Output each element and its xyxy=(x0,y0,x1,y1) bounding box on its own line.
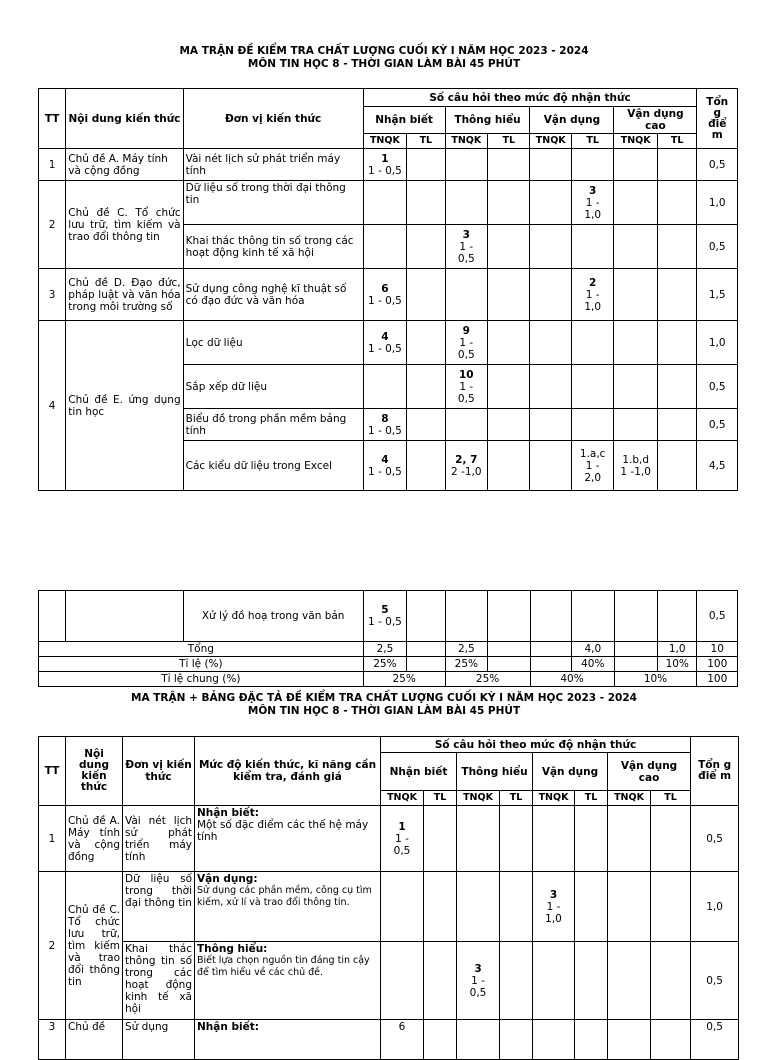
row-score: 1,0 xyxy=(697,321,738,365)
row-level-desc: Vận dụng: Sử dụng các phần mềm, công cụ tìm kiếm, xử lí và trao đổi thông tin. xyxy=(195,872,381,942)
row-score: 0,5 xyxy=(697,409,738,441)
ratio-value: 100 xyxy=(697,657,738,672)
general-ratio-value: 10% xyxy=(614,672,697,687)
row-tt: 2 xyxy=(39,181,66,269)
row-tt: 4 xyxy=(39,321,66,491)
ratio-value: 40% xyxy=(572,657,614,672)
sub-header: TL xyxy=(407,134,445,149)
row-tt: 2 xyxy=(39,872,66,1020)
sub-header: TNQK xyxy=(533,791,575,806)
table-row xyxy=(39,942,739,1020)
table-row xyxy=(39,1020,739,1060)
row-score: 0,5 xyxy=(697,149,738,181)
cell-value: 10 1 - 0,5 xyxy=(445,365,487,409)
cell-value: 1.b,d 1 -1,0 xyxy=(614,441,657,491)
row-score: 4,5 xyxy=(697,441,738,491)
table-row xyxy=(39,806,739,872)
row-unit: Khai thác thông tin số trong các hoạt động kinh tế xã hội xyxy=(123,942,195,1020)
row-unit: Vài nét lịch sử phát triển máy tính xyxy=(123,806,195,872)
general-ratio-label: Tỉ lệ chung (%) xyxy=(39,672,364,687)
row-unit: Sử dụng xyxy=(123,1020,195,1060)
sub-header: TNQK xyxy=(608,791,651,806)
row-content: Chủ đề C. Tổ chức lưu trữ, tìm kiếm và trao đổi thông tin xyxy=(66,872,123,1020)
ratio-value: 25% xyxy=(445,657,487,672)
cell-value: 6 xyxy=(381,1020,424,1060)
table-row xyxy=(39,321,738,365)
row-content: Chủ đề D. Đạo đức, pháp luật và văn hóa trong môi trường số xyxy=(66,269,183,321)
level-thong-hieu: Thông hiểu xyxy=(445,107,530,134)
matrix-table-continued xyxy=(38,590,738,687)
level-van-dung: Vận dụng xyxy=(530,107,614,134)
general-ratio-value: 100 xyxy=(697,672,738,687)
cell-value: 9 1 - 0,5 xyxy=(445,321,487,365)
cell-value: 2 1 - 1,0 xyxy=(571,269,613,321)
table-row xyxy=(39,269,738,321)
general-ratio-row xyxy=(39,672,738,687)
row-unit: Sử dụng công nghệ kĩ thuật số có đạo đức và văn hóa xyxy=(183,269,363,321)
row-score: 0,5 xyxy=(697,365,738,409)
matrix-table xyxy=(38,88,738,491)
row-level-desc: Thông hiểu: Biết lựa chọn nguồn tin đáng tin cậy để tìm hiểu về các chủ đề. xyxy=(195,942,381,1020)
row-unit: Dữ liệu số trong thời đại thông tin xyxy=(123,872,195,942)
cell-value: 1.a,c 1 - 2,0 xyxy=(571,441,613,491)
level-van-dung-cao: Vận dụng cao xyxy=(614,107,697,134)
row-score: 0,5 xyxy=(691,942,739,1020)
cell-value: 5 1 - 0,5 xyxy=(363,591,406,642)
row-content: Chủ đề C. Tổ chức lưu trữ, tìm kiếm và trao đổi thông tin xyxy=(66,181,183,269)
level-nhan-biet: Nhận biết xyxy=(363,107,445,134)
row-content: Chủ đề E. ứng dụng tin học xyxy=(66,321,183,491)
row-score: 0,5 xyxy=(691,1020,739,1060)
header-unit: Đơn vị kiến thức xyxy=(123,737,195,806)
ratio-label: Tỉ lệ (%) xyxy=(39,657,364,672)
row-score: 0,5 xyxy=(691,806,739,872)
total-row xyxy=(39,642,738,657)
sub-header: TNQK xyxy=(457,791,500,806)
doc1-title-line1: MA TRẬN ĐỀ KIỂM TRA CHẤT LƯỢNG CUỐI KỲ I NĂM HỌC 2023 - 2024 xyxy=(179,45,589,57)
cell-value: 4 1 - 0,5 xyxy=(363,441,406,491)
header-question-count: Số câu hỏi theo mức độ nhận thức xyxy=(381,737,691,753)
level-van-dung-cao: Vận dụng cao xyxy=(608,753,691,791)
row-unit: Biểu đồ trong phần mềm bảng tính xyxy=(183,409,363,441)
row-score: 0,5 xyxy=(697,225,738,269)
header-total: Tổn g điể m xyxy=(697,89,738,149)
ratio-value: 25% xyxy=(363,657,406,672)
row-score: 1,0 xyxy=(697,181,738,225)
table-row xyxy=(39,181,738,225)
sub-header: TNQK xyxy=(381,791,424,806)
header-unit: Đơn vị kiến thức xyxy=(183,89,363,149)
row-unit: Xử lý đồ hoạ trong văn bản xyxy=(183,591,363,642)
level-nhan-biet: Nhận biết xyxy=(381,753,457,791)
table-row xyxy=(39,872,739,942)
table-row xyxy=(39,149,738,181)
table-row xyxy=(39,591,738,642)
row-unit: Sắp xếp dữ liệu xyxy=(183,365,363,409)
sub-header: TNQK xyxy=(530,134,571,149)
header-total: Tổn g điể m xyxy=(691,737,739,806)
sub-header: TNQK xyxy=(363,134,406,149)
general-ratio-value: 25% xyxy=(363,672,445,687)
row-tt: 3 xyxy=(39,269,66,321)
total-label: Tổng xyxy=(39,642,364,657)
sub-header: TL xyxy=(571,134,613,149)
row-level-desc: Nhận biết: xyxy=(195,1020,381,1060)
cell-value: 3 1 - 0,5 xyxy=(445,225,487,269)
cell-value: 2, 7 2 -1,0 xyxy=(445,441,487,491)
cell-value: 3 1 - 1,0 xyxy=(571,181,613,225)
cell-value: 4 1 - 0,5 xyxy=(363,321,406,365)
cell-value: 6 1 - 0,5 xyxy=(363,269,406,321)
ratio-row xyxy=(39,657,738,672)
row-unit: Dữ liệu số trong thời đại thông tin xyxy=(183,181,363,225)
cell-value: 1 1 - 0,5 xyxy=(363,149,406,181)
level-thong-hieu: Thông hiểu xyxy=(457,753,533,791)
sub-header: TL xyxy=(500,791,533,806)
sub-header: TNQK xyxy=(614,134,657,149)
total-value: 1,0 xyxy=(658,642,697,657)
doc2-title-line2: MÔN TIN HỌC 8 - THỜI GIAN LÀM BÀI 45 PHÚT xyxy=(247,705,521,717)
row-unit: Vài nét lịch sử phát triển máy tính xyxy=(183,149,363,181)
total-value: 2,5 xyxy=(445,642,487,657)
header-tt: TT xyxy=(39,89,66,149)
specification-table xyxy=(38,736,739,1060)
row-level-desc: Nhận biết: Một số đặc điểm các thế hệ máy tính xyxy=(195,806,381,872)
header-content: Nội dung kiến thức xyxy=(66,89,183,149)
doc2-title-line1: MA TRẬN + BẢNG ĐẶC TẢ ĐỀ KIỂM TRA CHẤT LƯỢNG CUỐI KỲ I NĂM HỌC 2023 - 2024 xyxy=(131,692,637,704)
total-value: 10 xyxy=(697,642,738,657)
total-value: 4,0 xyxy=(572,642,614,657)
sub-header: TL xyxy=(651,791,691,806)
sub-header: TNQK xyxy=(445,134,487,149)
row-score: 1,0 xyxy=(691,872,739,942)
general-ratio-value: 25% xyxy=(445,672,530,687)
row-tt: 3 xyxy=(39,1020,66,1060)
cell-value: 3 1 - 0,5 xyxy=(457,942,500,1020)
doc1-title-line2: MÔN TIN HỌC 8 - THỜI GIAN LÀM BÀI 45 PHÚT xyxy=(247,58,521,70)
cell-value: 1 1 - 0,5 xyxy=(381,806,424,872)
header-content: Nội dung kiến thức xyxy=(66,737,123,806)
sub-header: TL xyxy=(424,791,457,806)
row-content: Chủ đề A. Máy tính và cộng đồng xyxy=(66,149,183,181)
row-tt: 1 xyxy=(39,806,66,872)
row-unit: Khai thác thông tin số trong các hoạt động kinh tế xã hội xyxy=(183,225,363,269)
row-content: Chủ đề xyxy=(66,1020,123,1060)
ratio-value: 10% xyxy=(658,657,697,672)
row-score: 0,5 xyxy=(697,591,738,642)
general-ratio-value: 40% xyxy=(530,672,614,687)
row-content: Chủ đề A. Máy tính và cộng đồng xyxy=(66,806,123,872)
header-level-desc: Mức độ kiến thức, kĩ năng cần kiểm tra, đánh giá xyxy=(195,737,381,806)
row-unit: Các kiểu dữ liệu trong Excel xyxy=(183,441,363,491)
row-score: 1,5 xyxy=(697,269,738,321)
row-tt: 1 xyxy=(39,149,66,181)
sub-header: TL xyxy=(657,134,697,149)
sub-header: TL xyxy=(575,791,608,806)
sub-header: TL xyxy=(488,134,530,149)
header-question-count: Số câu hỏi theo mức độ nhận thức xyxy=(363,89,697,107)
row-unit: Lọc dữ liệu xyxy=(183,321,363,365)
header-tt: TT xyxy=(39,737,66,806)
level-van-dung: Vận dụng xyxy=(533,753,608,791)
cell-value: 8 1 - 0,5 xyxy=(363,409,406,441)
cell-value: 3 1 - 1,0 xyxy=(533,872,575,942)
total-value: 2,5 xyxy=(363,642,406,657)
